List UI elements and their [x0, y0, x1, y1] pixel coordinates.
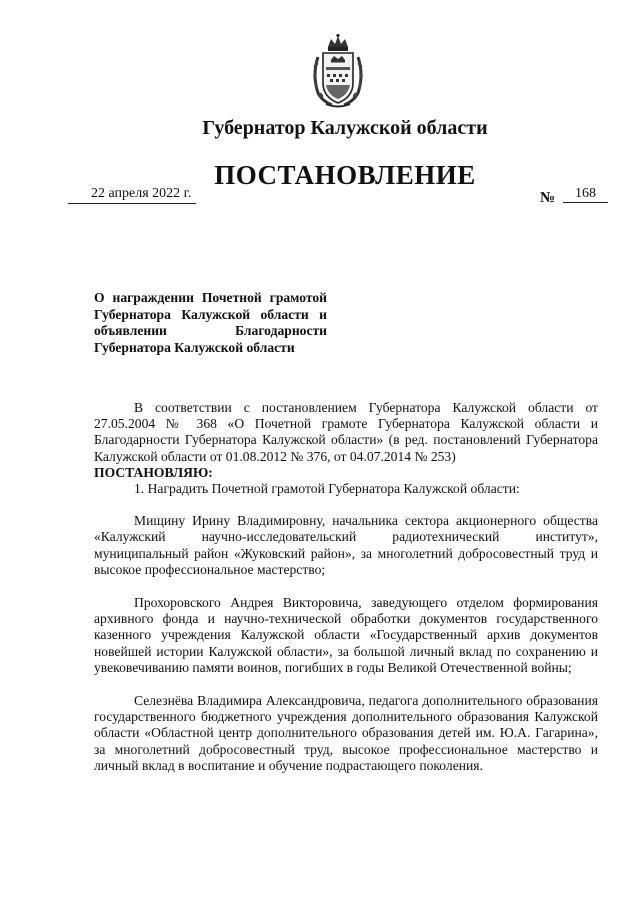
kaluga-coat-of-arms-icon: [310, 33, 366, 109]
document-subject: О награждении Почетной грамотой Губернатора Калужской области и объявлении Благодарности Губернатора Калужской области: [94, 290, 327, 355]
decree-word: ПОСТАНОВЛЯЮ:: [94, 464, 213, 480]
issuing-authority: Губернатор Калужской области: [202, 117, 488, 139]
number-sign: №: [540, 190, 556, 206]
document-body: [94, 400, 598, 791]
document-type-title: ПОСТАНОВЛЕНИЕ: [214, 160, 476, 190]
item-1-heading: 1. Наградить Почетной грамотой Губернатора Калужской области:: [134, 481, 520, 497]
preamble-paragraph: В соответствии с постановлением Губернатора Калужской области от 27.05.2004 № 368 «О Почетной грамоте Губернатора Калужской области и Благодарности Губернатора Калужской области» (в ред. постановлений Губернатора Калужской области от 01.08.2012 № 376, от 04.07.2014 № 253): [94, 400, 598, 464]
award-paragraph: Селезнёва Владимира Александровича, педагога дополнительного образования государственного бюджетного учреждения дополнительного образования Калужской области «Областной центр дополнительного образования детей им. Ю.А. Гагарина», за многолетний добросовестный труд, высокое профессиональное мастерство и личный вклад в воспитание и обучение подрастающего поколения.: [94, 693, 598, 773]
award-paragraph: Прохоровского Андрея Викторовича, заведующего отделом формирования архивного фонда и научно-технической обработки документов государственного казенного учреждения Калужской области «Государственный архив документов новейшей истории Калужской области», за большой личный вклад по сохранению и увековечиванию памяти воинов, погибших в годы Великой Отечественной войны;: [94, 595, 598, 675]
award-paragraph: Мищину Ирину Владимировну, начальника сектора акционерного общества «Калужский научно-исследовательский радиотехнический институт», муниципальный район «Жуковский район», за многолетний добросовестный труд и высокое профессиональное мастерство;: [94, 513, 598, 577]
document-number: 168: [563, 186, 608, 203]
document-date: 22 апреля 2022 г.: [68, 186, 196, 204]
